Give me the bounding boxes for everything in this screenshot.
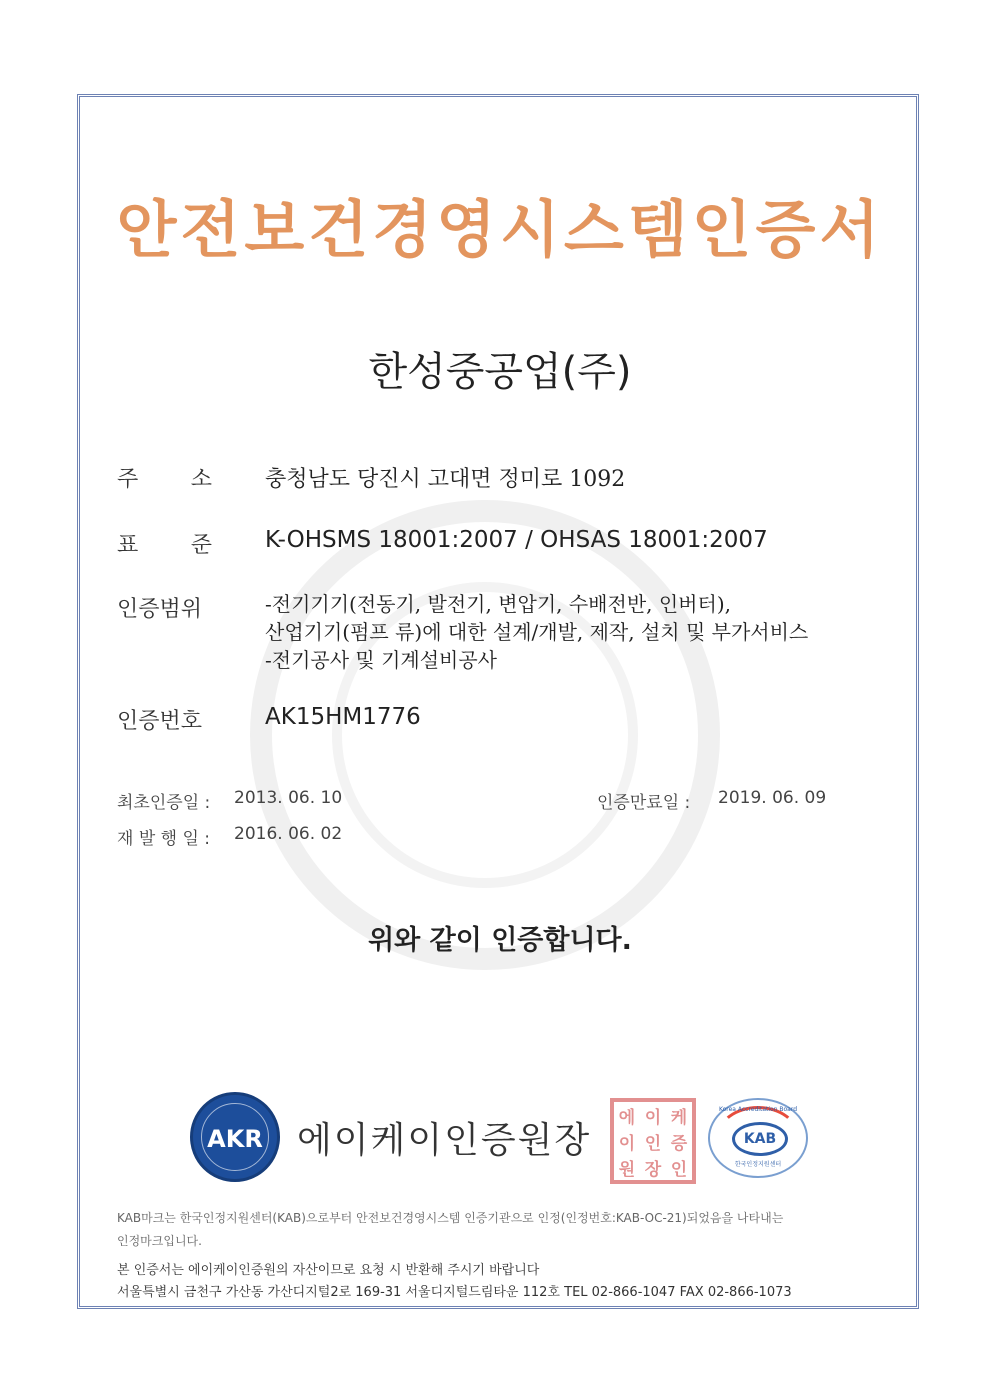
kab-logo-text: KAB	[732, 1122, 788, 1156]
cert-number-value: AK15HM1776	[265, 704, 421, 730]
address-value: 충청남도 당진시 고대면 정미로 1092	[265, 467, 626, 492]
seal-char: 인	[644, 1133, 662, 1154]
reissue-date-value: 2016. 06. 02	[234, 824, 343, 844]
kab-note-line: 인정마크입니다.	[117, 1234, 202, 1248]
address-label	[117, 462, 212, 493]
standard-value: K-OHSMS 18001:2007 / OHSAS 18001:2007	[265, 527, 768, 553]
seal-char: 원	[618, 1159, 636, 1180]
issuer-name: 에이케이인증원장	[297, 1120, 592, 1161]
address-label-char: 소	[190, 467, 212, 492]
scope-line: -전기공사 및 기계설비공사	[265, 648, 497, 672]
initial-date-label: 최초인증일 :	[117, 793, 211, 813]
seal-char: 이	[644, 1107, 662, 1128]
seal-char: 증	[670, 1133, 688, 1154]
kab-logo-ring-top: Korea Accreditation Board	[718, 1106, 798, 1113]
akr-logo-text: AKR	[207, 1125, 263, 1153]
scope-label: 인증범위	[117, 597, 203, 622]
cert-number-label: 인증번호	[117, 709, 203, 734]
seal-char: 인	[670, 1159, 688, 1180]
initial-date-value: 2013. 06. 10	[234, 788, 343, 808]
official-seal	[610, 1098, 696, 1184]
footer-contact: 서울특별시 금천구 가산동 가산디지털2로 169-31 서울디지털드림타운 112호 TEL 02-866-1047 FAX 02-866-1073	[117, 1285, 792, 1300]
footer-return-notice: 본 인증서는 에이케이인증원의 자산이므로 요청 시 반환해 주시기 바랍니다	[117, 1263, 540, 1278]
address-label-char: 주	[117, 467, 139, 492]
expiry-date-label: 인증만료일 :	[597, 793, 691, 813]
seal-char: 에	[618, 1107, 636, 1128]
kab-note-line: KAB마크는 한국인정지원센터(KAB)으로부터 안전보건경영시스템 인증기관으로 인정(인정번호:KAB-OC-21)되었음을 나타내는	[117, 1211, 784, 1225]
company-name: 한성중공업(주)	[368, 349, 632, 395]
certify-statement: 위와 같이 인증합니다.	[368, 925, 632, 956]
scope-line: -전기기기(전동기, 발전기, 변압기, 수배전반, 인버터),	[265, 592, 731, 616]
kab-logo-ring-bottom: 한국인정지원센터	[734, 1161, 782, 1168]
seal-char: 케	[670, 1107, 688, 1128]
certificate-title: 안전보건경영시스템인증서	[116, 193, 884, 266]
scope-value	[265, 590, 808, 674]
standard-label	[117, 528, 212, 559]
seal-char: 이	[618, 1133, 636, 1154]
reissue-date-label: 재 발 행 일 :	[117, 829, 211, 849]
akr-logo	[190, 1092, 280, 1182]
standard-label-char: 준	[190, 533, 212, 558]
expiry-date-value: 2019. 06. 09	[718, 788, 827, 808]
standard-label-char: 표	[117, 533, 139, 558]
scope-line: 산업기기(펌프 류)에 대한 설계/개발, 제작, 설치 및 부가서비스	[265, 620, 809, 644]
seal-char: 장	[644, 1159, 662, 1180]
kab-logo	[708, 1098, 808, 1178]
